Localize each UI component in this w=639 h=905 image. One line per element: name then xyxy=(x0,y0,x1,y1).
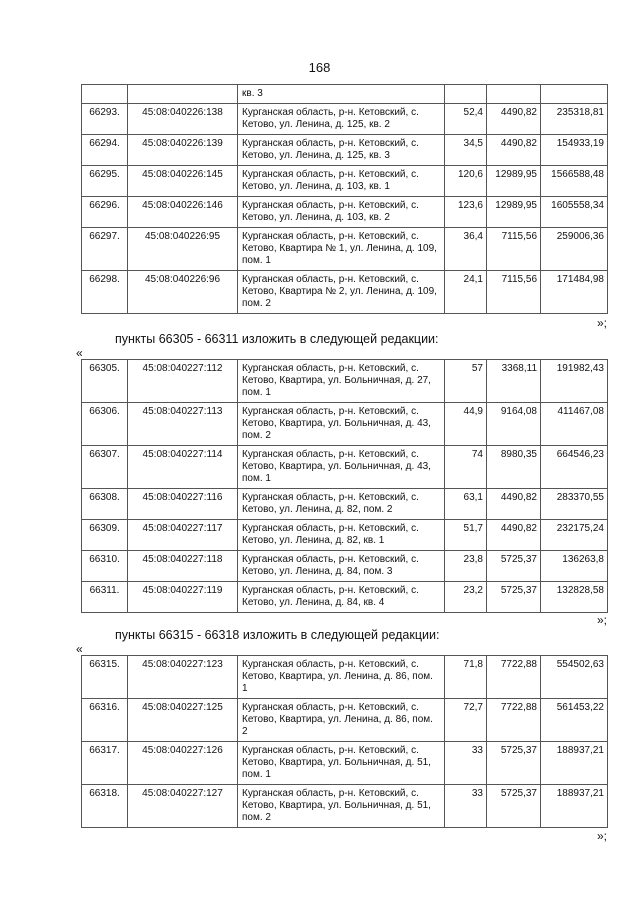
total-value-cell: 136263,8 xyxy=(541,551,608,582)
cadastral-number-cell: 45:08:040227:127 xyxy=(128,785,238,828)
row-number-cell: 66298. xyxy=(82,271,128,314)
row-number-cell: 66316. xyxy=(82,699,128,742)
area-cell: 63,1 xyxy=(445,489,487,520)
property-table-section-3 xyxy=(81,655,608,828)
total-value-cell: 171484,98 xyxy=(541,271,608,314)
table-row xyxy=(82,135,608,166)
area-cell: 34,5 xyxy=(445,135,487,166)
table-row xyxy=(82,551,608,582)
cadastral-number-cell: 45:08:040227:118 xyxy=(128,551,238,582)
address-cell: Курганская область, р-н. Кетовский, с. Кетово, Квартира, ул. Больничная, д. 43, пом. 2 xyxy=(238,403,445,446)
table-row xyxy=(82,104,608,135)
table-row xyxy=(82,271,608,314)
cadastral-number-cell: 45:08:040227:125 xyxy=(128,699,238,742)
total-value-cell xyxy=(541,85,608,104)
total-value-cell: 411467,08 xyxy=(541,403,608,446)
unit-price-cell: 5725,37 xyxy=(487,785,541,828)
table-row xyxy=(82,446,608,489)
cadastral-number-cell: 45:08:040227:112 xyxy=(128,360,238,403)
table-row xyxy=(82,197,608,228)
table-row xyxy=(82,699,608,742)
unit-price-cell: 5725,37 xyxy=(487,551,541,582)
address-cell: Курганская область, р-н. Кетовский, с. Кетово, ул. Ленина, д. 84, пом. 3 xyxy=(238,551,445,582)
unit-price-cell: 5725,37 xyxy=(487,582,541,613)
total-value-cell: 259006,36 xyxy=(541,228,608,271)
total-value-cell: 554502,63 xyxy=(541,656,608,699)
row-number-cell: 66297. xyxy=(82,228,128,271)
cadastral-number-cell: 45:08:040226:138 xyxy=(128,104,238,135)
total-value-cell: 191982,43 xyxy=(541,360,608,403)
row-number-cell: 66318. xyxy=(82,785,128,828)
area-cell: 33 xyxy=(445,742,487,785)
area-cell: 72,7 xyxy=(445,699,487,742)
address-cell: Курганская область, р-н. Кетовский, с. Кетово, Квартира № 2, ул. Ленина, д. 109, пом. 2 xyxy=(238,271,445,314)
unit-price-cell xyxy=(487,85,541,104)
area-cell: 36,4 xyxy=(445,228,487,271)
total-value-cell: 232175,24 xyxy=(541,520,608,551)
total-value-cell: 283370,55 xyxy=(541,489,608,520)
table-row xyxy=(82,785,608,828)
cadastral-number-cell: 45:08:040226:145 xyxy=(128,166,238,197)
row-number-cell: 66294. xyxy=(82,135,128,166)
section-heading: пункты 66315 - 66318 изложить в следующей редакции: xyxy=(115,628,440,642)
unit-price-cell: 5725,37 xyxy=(487,742,541,785)
row-number-cell: 66305. xyxy=(82,360,128,403)
total-value-cell: 188937,21 xyxy=(541,742,608,785)
row-number-cell: 66315. xyxy=(82,656,128,699)
table-row xyxy=(82,489,608,520)
area-cell: 23,8 xyxy=(445,551,487,582)
closing-quote: »; xyxy=(597,613,608,627)
page-number: 168 xyxy=(308,60,331,75)
address-cell: Курганская область, р-н. Кетовский, с. Кетово, ул. Ленина, д. 84, кв. 4 xyxy=(238,582,445,613)
total-value-cell: 154933,19 xyxy=(541,135,608,166)
unit-price-cell: 7722,88 xyxy=(487,699,541,742)
section-heading: пункты 66305 - 66311 изложить в следующей редакции: xyxy=(115,332,439,346)
area-cell: 123,6 xyxy=(445,197,487,228)
area-cell: 74 xyxy=(445,446,487,489)
cadastral-number-cell: 45:08:040227:113 xyxy=(128,403,238,446)
unit-price-cell: 7722,88 xyxy=(487,656,541,699)
table-row xyxy=(82,360,608,403)
row-number-cell: 66309. xyxy=(82,520,128,551)
area-cell: 24,1 xyxy=(445,271,487,314)
unit-price-cell: 4490,82 xyxy=(487,489,541,520)
address-cell: Курганская область, р-н. Кетовский, с. Кетово, ул. Ленина, д. 125, кв. 2 xyxy=(238,104,445,135)
row-number-cell: 66308. xyxy=(82,489,128,520)
area-cell: 57 xyxy=(445,360,487,403)
address-cell: Курганская область, р-н. Кетовский, с. Кетово, ул. Ленина, д. 103, кв. 1 xyxy=(238,166,445,197)
address-cell: Курганская область, р-н. Кетовский, с. Кетово, ул. Ленина, д. 82, кв. 1 xyxy=(238,520,445,551)
address-cell: кв. 3 xyxy=(238,85,445,104)
cadastral-number-cell xyxy=(128,85,238,104)
unit-price-cell: 7115,56 xyxy=(487,228,541,271)
row-number-cell: 66310. xyxy=(82,551,128,582)
total-value-cell: 1566588,48 xyxy=(541,166,608,197)
unit-price-cell: 9164,08 xyxy=(487,403,541,446)
unit-price-cell: 12989,95 xyxy=(487,166,541,197)
unit-price-cell: 8980,35 xyxy=(487,446,541,489)
cadastral-number-cell: 45:08:040226:95 xyxy=(128,228,238,271)
cadastral-number-cell: 45:08:040227:119 xyxy=(128,582,238,613)
row-number-cell: 66307. xyxy=(82,446,128,489)
row-number-cell: 66293. xyxy=(82,104,128,135)
unit-price-cell: 3368,11 xyxy=(487,360,541,403)
address-cell: Курганская область, р-н. Кетовский, с. Кетово, ул. Ленина, д. 82, пом. 2 xyxy=(238,489,445,520)
closing-quote: »; xyxy=(597,829,608,843)
table-row xyxy=(82,403,608,446)
total-value-cell: 664546,23 xyxy=(541,446,608,489)
unit-price-cell: 4490,82 xyxy=(487,135,541,166)
unit-price-cell: 12989,95 xyxy=(487,197,541,228)
cadastral-number-cell: 45:08:040226:139 xyxy=(128,135,238,166)
property-table-section-2 xyxy=(81,359,608,613)
address-cell: Курганская область, р-н. Кетовский, с. Кетово, Квартира, ул. Больничная, д. 51, пом. 1 xyxy=(238,742,445,785)
address-cell: Курганская область, р-н. Кетовский, с. Кетово, ул. Ленина, д. 103, кв. 2 xyxy=(238,197,445,228)
unit-price-cell: 7115,56 xyxy=(487,271,541,314)
cadastral-number-cell: 45:08:040227:116 xyxy=(128,489,238,520)
area-cell: 51,7 xyxy=(445,520,487,551)
opening-quote: « xyxy=(76,346,83,360)
total-value-cell: 132828,58 xyxy=(541,582,608,613)
cadastral-number-cell: 45:08:040226:146 xyxy=(128,197,238,228)
table-row xyxy=(82,742,608,785)
row-number-cell xyxy=(82,85,128,104)
closing-quote: »; xyxy=(597,316,608,330)
cadastral-number-cell: 45:08:040227:117 xyxy=(128,520,238,551)
area-cell: 52,4 xyxy=(445,104,487,135)
address-cell: Курганская область, р-н. Кетовский, с. Кетово, ул. Ленина, д. 125, кв. 3 xyxy=(238,135,445,166)
total-value-cell: 1605558,34 xyxy=(541,197,608,228)
table-row xyxy=(82,228,608,271)
table-row xyxy=(82,85,608,104)
address-cell: Курганская область, р-н. Кетовский, с. Кетово, Квартира, ул. Больничная, д. 43, пом. 1 xyxy=(238,446,445,489)
area-cell xyxy=(445,85,487,104)
table-row xyxy=(82,582,608,613)
row-number-cell: 66317. xyxy=(82,742,128,785)
table-row xyxy=(82,166,608,197)
row-number-cell: 66306. xyxy=(82,403,128,446)
area-cell: 33 xyxy=(445,785,487,828)
cadastral-number-cell: 45:08:040227:123 xyxy=(128,656,238,699)
cadastral-number-cell: 45:08:040227:114 xyxy=(128,446,238,489)
address-cell: Курганская область, р-н. Кетовский, с. Кетово, Квартира, ул. Больничная, д. 51, пом. 2 xyxy=(238,785,445,828)
address-cell: Курганская область, р-н. Кетовский, с. Кетово, Квартира, ул. Больничная, д. 27, пом. 1 xyxy=(238,360,445,403)
cadastral-number-cell: 45:08:040227:126 xyxy=(128,742,238,785)
area-cell: 120,6 xyxy=(445,166,487,197)
row-number-cell: 66311. xyxy=(82,582,128,613)
unit-price-cell: 4490,82 xyxy=(487,520,541,551)
table-row xyxy=(82,520,608,551)
total-value-cell: 235318,81 xyxy=(541,104,608,135)
address-cell: Курганская область, р-н. Кетовский, с. Кетово, Квартира № 1, ул. Ленина, д. 109, пом. 1 xyxy=(238,228,445,271)
row-number-cell: 66296. xyxy=(82,197,128,228)
opening-quote: « xyxy=(76,642,83,656)
unit-price-cell: 4490,82 xyxy=(487,104,541,135)
row-number-cell: 66295. xyxy=(82,166,128,197)
area-cell: 23,2 xyxy=(445,582,487,613)
table-row xyxy=(82,656,608,699)
area-cell: 44,9 xyxy=(445,403,487,446)
address-cell: Курганская область, р-н. Кетовский, с. Кетово, Квартира, ул. Ленина, д. 86, пом. 2 xyxy=(238,699,445,742)
property-table-top xyxy=(81,84,608,314)
total-value-cell: 188937,21 xyxy=(541,785,608,828)
area-cell: 71,8 xyxy=(445,656,487,699)
address-cell: Курганская область, р-н. Кетовский, с. Кетово, Квартира, ул. Ленина, д. 86, пом. 1 xyxy=(238,656,445,699)
cadastral-number-cell: 45:08:040226:96 xyxy=(128,271,238,314)
total-value-cell: 561453,22 xyxy=(541,699,608,742)
